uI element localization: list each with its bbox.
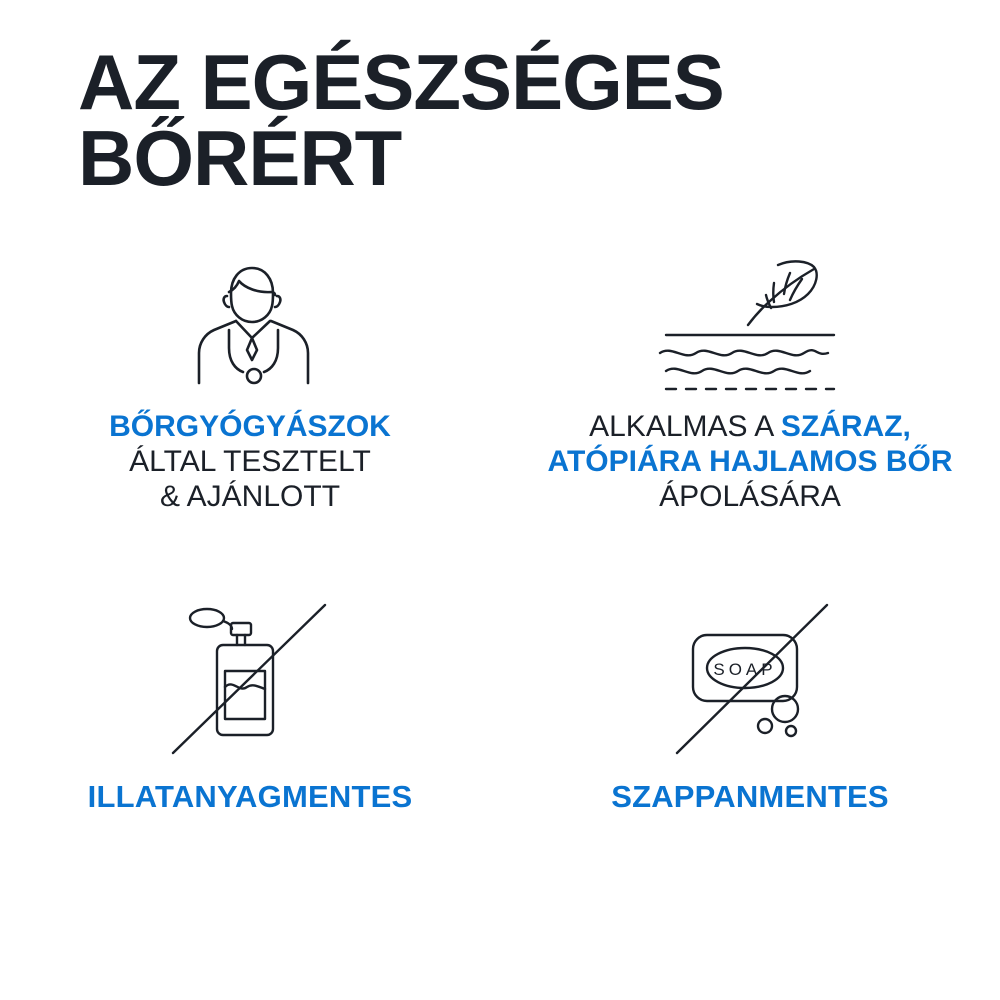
feature-caption-soap-free: SZAPPANMENTES xyxy=(611,779,889,814)
page-title xyxy=(78,38,938,203)
feature-item-soap-free xyxy=(500,585,1000,930)
svg-text:SOAP: SOAP xyxy=(713,659,777,679)
feature-caption-line-3: & AJÁNLOTT xyxy=(159,480,341,514)
feature-caption-dermatologist xyxy=(109,409,391,514)
dermatologist-icon xyxy=(165,240,335,415)
feature-caption-dry-skin xyxy=(510,409,990,514)
feature-item-fragrance-free xyxy=(0,585,500,930)
no-fragrance-icon xyxy=(155,585,345,775)
feature-caption-highlight: SZÁRAZ, ATÓPIÁRA HAJLAMOS BŐR xyxy=(547,410,953,479)
feature-caption-highlight: BŐRGYÓGYÁSZOK xyxy=(109,410,391,443)
feature-caption-line-2: ÁLTAL TESZTELT xyxy=(129,445,371,479)
feature-item-dry-skin xyxy=(500,240,1000,585)
feature-grid xyxy=(0,240,1000,930)
page-title-line-1: AZ EGÉSZSÉGES xyxy=(78,38,724,126)
feature-caption-fragrance-free: ILLATANYAGMENTES xyxy=(87,779,413,814)
page-title-line-2: BŐRÉRT xyxy=(78,114,402,203)
feature-caption-suffix: ÁPOLÁSÁRA xyxy=(659,480,841,514)
feather-skin-icon xyxy=(650,240,850,415)
feature-caption-prefix: ALKALMAS A xyxy=(589,410,781,443)
no-soap-icon xyxy=(655,585,845,775)
feature-item-dermatologist xyxy=(0,240,500,585)
